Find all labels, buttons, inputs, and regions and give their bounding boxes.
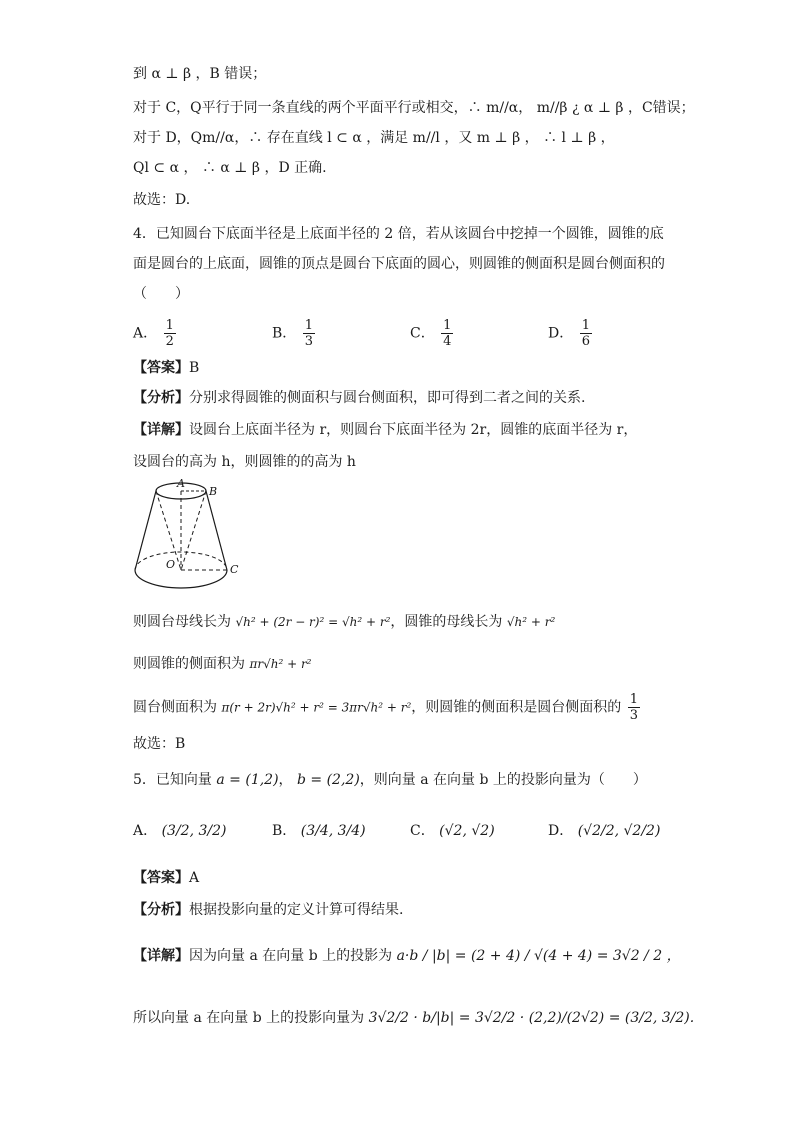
q4-analysis-text: 分别求得圆锥的侧面积与圆台侧面积，即可得到二者之间的关系. (189, 390, 586, 406)
q4-cone-area-line (133, 654, 312, 674)
q4-detail-tag: 【详解】 (133, 422, 189, 438)
q4-analysis (133, 388, 585, 408)
q5-stem (133, 770, 647, 790)
q5-option-a (133, 820, 226, 840)
q4-frustum-expr: π(r + 2r)√h² + r² = 3πr√h² + r² (221, 700, 412, 715)
q4-slant-expr: √h² + (2r − r)² = √h² + r² (235, 615, 391, 629)
label-o: O (166, 558, 176, 571)
q4-option-c-frac (441, 318, 453, 349)
q5-detail-line1 (133, 946, 681, 966)
q4-cone-area-prefix: 则圆锥的侧面积为 (133, 656, 245, 672)
frustum-right-side (206, 491, 227, 570)
q4-stem-line1: 4．已知圆台下底面半径是上底面半径的 2 倍，若从该圆台中挖掉一个圆锥，圆锥的底 (133, 226, 664, 242)
q4-answer-value: B (189, 360, 200, 376)
q4-cone-area-expr: πr√h² + r² (249, 657, 312, 671)
text-line-1: 到 α ⊥ β ，B 错误； (133, 66, 267, 82)
text-line-2: 对于 C，Q平行于同一条直线的两个平面平行或相交，∴ m//α， m//β ¿ α ⊥ β ，C错误； (133, 100, 695, 116)
q5-vec-a: a = (1,2) (216, 772, 279, 788)
q5-detail-prefix: 因为向量 a 在向量 b 上的投影为 (189, 948, 393, 964)
q4-frustum-suffix: ，则圆锥的侧面积是圆台侧面积的 (411, 699, 622, 716)
q4-option-d (548, 318, 594, 349)
text-line-4: Ql ⊂ α ， ∴ α ⊥ β ，D 正确. (133, 160, 327, 176)
q5-detail-line2 (133, 1008, 694, 1028)
text-line-3: 对于 D，Qm//α，∴ 存在直线 l ⊂ α ，满足 m//l ，又 m ⊥ β ， ∴ l ⊥ β ， (133, 130, 615, 146)
q4-option-a-den: 2 (165, 334, 174, 349)
q4-option-c-den: 4 (443, 334, 452, 349)
q5-detail-expr2: 3√2/2 · b/|b| = 3√2/2 · (2,2)/(2√2) = (3/2, 3/2). (368, 1010, 695, 1026)
q5-option-c-letter: C． (410, 823, 435, 839)
q4-answer-tag: 【答案】 (133, 360, 189, 376)
label-c: C (230, 563, 239, 576)
q4-option-d-num: 1 (581, 318, 590, 333)
q4-option-d-den: 6 (581, 334, 590, 349)
q4-option-b-frac (303, 318, 315, 349)
frustum-figure (125, 476, 250, 601)
q4-blank: （ ） (133, 286, 189, 302)
q4-option-d-letter: D． (548, 325, 574, 342)
q5-option-a-letter: A． (133, 823, 158, 839)
q4-stem-line2: 面是圆台的上底面，圆锥的顶点是圆台下底面的圆心，则圆锥的侧面积是圆台侧面积的 (133, 256, 665, 272)
q4-slant-mid: ，圆锥的母线长为 (390, 614, 503, 630)
q4-option-b-den: 3 (304, 334, 314, 349)
q4-frustum-frac-num: 1 (629, 692, 639, 707)
text-line-5: 故选：D. (133, 192, 191, 208)
q5-answer-value: A (189, 870, 200, 886)
q5-stem-suffix: ，则向量 a 在向量 b 上的投影向量为（ ） (359, 772, 647, 788)
q4-slant-line (133, 612, 555, 632)
q5-analysis-tag: 【分析】 (133, 902, 189, 918)
q4-analysis-tag: 【分析】 (133, 390, 189, 406)
q5-option-c (410, 820, 495, 840)
q4-option-d-frac (580, 318, 592, 349)
q5-option-d (548, 820, 660, 840)
q5-answer (133, 868, 199, 888)
q5-option-b-expr: (3/4, 3/4) (300, 823, 366, 839)
q4-frustum-frac (628, 692, 640, 723)
q4-option-a-frac (164, 318, 176, 349)
frustum-cone-right (181, 491, 206, 570)
label-b: B (209, 485, 218, 498)
q5-option-d-letter: D． (548, 823, 574, 839)
q5-detail-prefix2: 所以向量 a 在向量 b 上的投影向量为 (133, 1010, 365, 1026)
q5-analysis (133, 900, 403, 920)
q4-option-a-num: 1 (165, 318, 174, 333)
q5-answer-tag: 【答案】 (133, 870, 189, 886)
q4-detail-line2: 设圆台的高为 h，则圆锥的的高为 h (133, 454, 356, 470)
q4-option-b-num: 1 (304, 318, 314, 333)
q4-frustum-frac-den: 3 (629, 708, 639, 723)
q4-option-b-letter: B． (272, 325, 297, 342)
q4-detail-text-1: 设圆台上底面半径为 r，则圆台下底面半径为 2r，圆锥的底面半径为 r， (189, 422, 638, 438)
q5-vec-b: b = (2,2) (297, 772, 360, 788)
q5-detail-tag: 【详解】 (133, 948, 189, 964)
q5-sep: ， (278, 772, 293, 788)
q4-frustum-prefix: 圆台侧面积为 (133, 699, 217, 716)
q4-option-a-letter: A． (133, 325, 158, 342)
q4-detail-line1 (133, 420, 637, 440)
q5-option-b (272, 820, 366, 840)
q5-option-a-expr: (3/2, 3/2) (161, 823, 227, 839)
q5-detail-expr1: a·b / |b| = (2 + 4) / √(4 + 4) = 3√2 / 2 ， (396, 948, 681, 964)
q4-option-c-num: 1 (443, 318, 452, 333)
q4-slant-prefix: 则圆台母线长为 (133, 614, 231, 630)
q5-stem-prefix: 5．已知向量 (133, 772, 212, 788)
q4-frustum-area-line (133, 692, 642, 723)
q4-option-c-letter: C． (410, 325, 435, 342)
frustum-bottom-ellipse-front (135, 570, 227, 588)
q4-slant-expr2: √h² + r² (506, 615, 556, 629)
q5-option-b-letter: B． (272, 823, 297, 839)
q5-analysis-text: 根据投影向量的定义计算可得结果. (189, 902, 404, 918)
q4-answer (133, 358, 199, 378)
q5-option-c-expr: (√2, √2) (439, 823, 495, 839)
q4-option-a (133, 318, 178, 349)
q5-option-d-expr: (√2/2, √2/2) (577, 823, 661, 839)
label-a: A (177, 477, 185, 490)
q4-option-c (410, 318, 455, 349)
q4-conclusion: 故选：B (133, 736, 186, 752)
q4-option-b (272, 318, 317, 349)
